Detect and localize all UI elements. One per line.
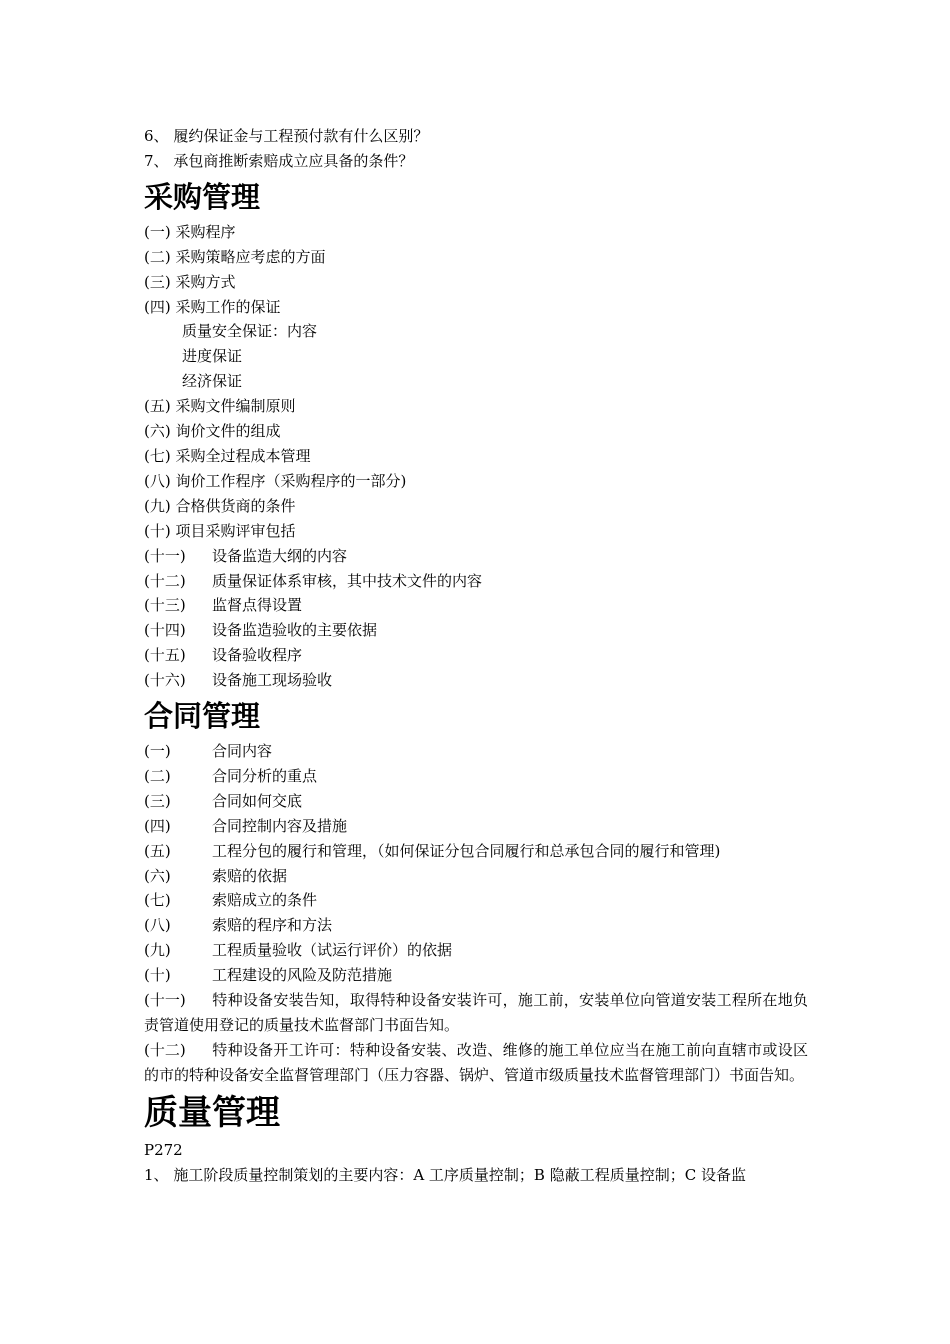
item-text: 承包商推断索赔成立应具备的条件？ (173, 151, 414, 170)
item-number: (十六) (144, 671, 186, 690)
item-text: 履约保证金与工程预付款有什么区别？ (173, 127, 429, 145)
item-text: 索赔成立的条件 (212, 891, 318, 910)
item-text: 设备监造验收的主要依据 (212, 621, 378, 640)
item-text: 特种设备开工许可：特种设备安装、改造、维修的施工单位应当在施工前向直辖市或设区的市的特种设备安全监督管理部门（压力容器、锅炉、管道市级质量技术监督管理部门）书面告知。 (144, 1040, 808, 1084)
paragraph-item (144, 1038, 808, 1088)
list-item (144, 1163, 808, 1188)
list-item (144, 938, 808, 963)
item-number: (二) (144, 766, 171, 785)
item-text: 合同如何交底 (212, 791, 303, 810)
item-number: (十二) (144, 1040, 186, 1059)
item-text: 设备验收程序 (212, 646, 303, 665)
item-text: 设备监造大纲的内容 (212, 546, 348, 565)
item-text: 采购工作的保证 (175, 297, 281, 316)
item-number: (七) (144, 446, 171, 465)
item-text: 采购文件编制原则 (175, 397, 296, 416)
item-text: 质量保证体系审核，其中技术文件的内容 (212, 571, 483, 590)
item-text: 工程分包的履行和管理，（如何保证分包合同履行和总承包合同的履行和管理) (212, 841, 721, 860)
item-number: (八) (144, 916, 171, 935)
list-item (144, 814, 808, 839)
list-item (144, 913, 808, 938)
list-item (144, 444, 808, 469)
list-item (144, 643, 808, 668)
item-number: (九) (144, 496, 171, 515)
list-item (144, 789, 808, 814)
item-text: 项目采购评审包括 (175, 521, 296, 540)
item-text: 合同内容 (212, 742, 273, 761)
list-item (144, 963, 808, 988)
item-text: 特种设备安装告知，取得特种设备安装许可，施工前，安装单位向管道安装工程所在地负责管道使用登记的质量技术监督部门书面告知。 (144, 991, 808, 1034)
item-number: (八) (144, 471, 171, 490)
list-item (144, 394, 808, 419)
item-number: (十五) (144, 646, 186, 665)
item-number: 1、 (144, 1165, 169, 1184)
list-item (144, 469, 808, 494)
list-item (144, 839, 808, 864)
list-item (144, 569, 808, 594)
list-item (144, 124, 808, 149)
list-item (144, 494, 808, 519)
item-number: (四) (144, 816, 171, 835)
item-number: (九) (144, 941, 171, 960)
list-item (144, 270, 808, 295)
item-number: (十三) (144, 596, 186, 615)
list-item (144, 888, 808, 913)
item-text: 采购程序 (175, 222, 236, 241)
item-text: 采购方式 (175, 272, 236, 291)
list-item (144, 295, 808, 320)
section-heading-quality: 质量管理 (144, 1092, 280, 1133)
item-number: 7、 (144, 151, 169, 170)
item-text: 施工阶段质量控制策划的主要内容：A 工序质量控制；B 隐蔽工程质量控制；C 设备监 (173, 1165, 746, 1184)
item-number: (七) (144, 891, 171, 910)
document-body (144, 124, 808, 1188)
list-item (144, 220, 808, 245)
item-number: (三) (144, 791, 171, 810)
item-number: (五) (144, 841, 171, 860)
list-item (144, 668, 808, 693)
paragraph-item (144, 988, 808, 1038)
list-item (144, 544, 808, 569)
item-number: (五) (144, 397, 171, 416)
sub-item: 进度保证 (182, 347, 243, 366)
item-text: 询价文件的组成 (175, 422, 281, 441)
item-number: (十) (144, 966, 171, 985)
list-item (144, 519, 808, 544)
list-item (144, 419, 808, 444)
item-number: (一) (144, 742, 171, 761)
item-text: 监督点得设置 (212, 596, 303, 615)
list-item (144, 864, 808, 889)
item-number: (十一) (144, 546, 186, 565)
sub-item: 质量安全保证：内容 (182, 322, 318, 341)
item-text: 采购策略应考虑的方面 (175, 247, 326, 266)
list-item (144, 245, 808, 270)
list-item (144, 764, 808, 789)
list-item (144, 149, 808, 174)
section-heading-contract: 合同管理 (144, 699, 261, 734)
item-number: (六) (144, 866, 171, 885)
item-text: 工程质量验收（试运行评价）的依据 (212, 941, 453, 960)
item-number: (十) (144, 521, 171, 540)
section-heading-procurement: 采购管理 (144, 179, 261, 214)
item-text: 设备施工现场验收 (212, 671, 333, 690)
item-text: 索赔的程序和方法 (212, 916, 333, 935)
item-text: 采购全过程成本管理 (175, 446, 311, 465)
item-text: 合同控制内容及措施 (212, 816, 348, 835)
item-text: 合格供货商的条件 (175, 496, 296, 515)
item-number: (十二) (144, 571, 186, 590)
item-text: 索赔的依据 (212, 866, 288, 885)
sub-item: 经济保证 (182, 372, 243, 391)
item-number: (四) (144, 297, 171, 316)
item-text: 询价工作程序（采购程序的一部分) (175, 471, 407, 490)
item-number: (三) (144, 272, 171, 291)
list-item (144, 593, 808, 618)
item-number: 6、 (144, 127, 169, 145)
item-number: (一) (144, 222, 171, 241)
item-number: (十四) (144, 621, 186, 640)
item-number: (六) (144, 422, 171, 441)
list-item (144, 739, 808, 764)
item-text: 工程建设的风险及防范措施 (212, 966, 393, 985)
list-item (144, 618, 808, 643)
item-number: (二) (144, 247, 171, 266)
page-reference: P272 (144, 1140, 183, 1159)
item-number: (十一) (144, 991, 186, 1010)
item-text: 合同分析的重点 (212, 766, 318, 785)
